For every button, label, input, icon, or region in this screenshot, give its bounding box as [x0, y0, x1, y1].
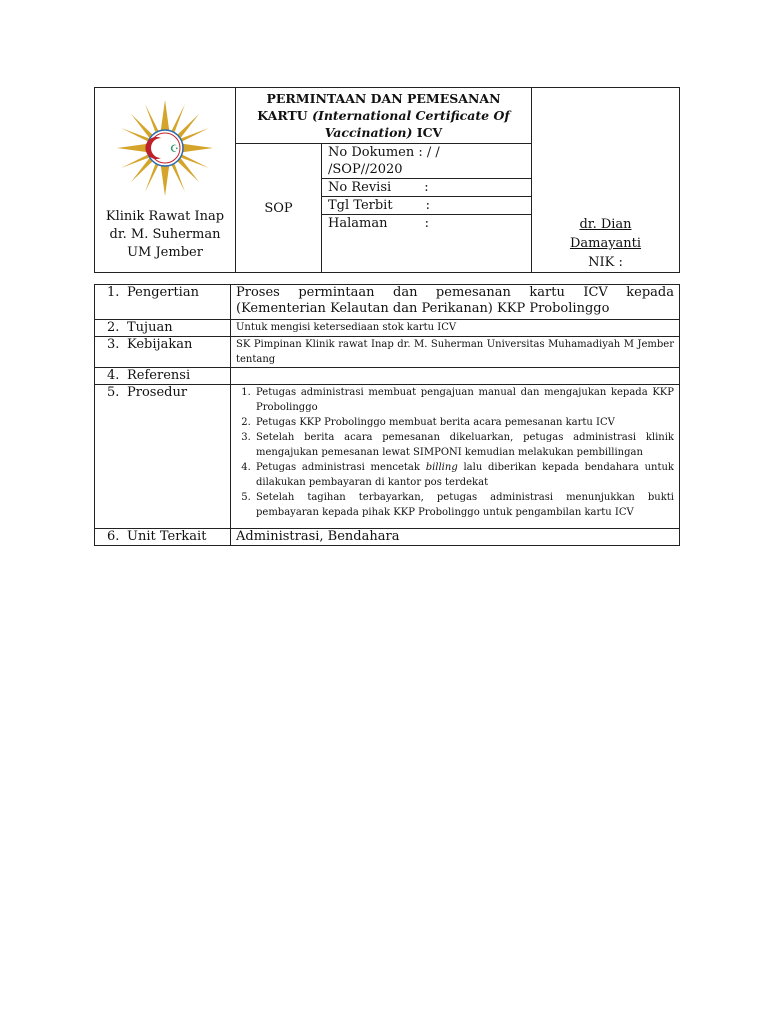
section-label-kebijakan: Kebijakan — [127, 337, 193, 352]
no-revisi: No Revisi : — [322, 179, 532, 197]
no-dokumen: No Dokumen : / / /SOP//2020 — [322, 144, 532, 179]
section-label-prosedur: Prosedur — [127, 385, 188, 400]
sop-content-table — [94, 284, 680, 546]
sop-label: SOP — [236, 144, 322, 273]
prosedur-step-5: 5. Setelah tagihan terbayarkan, petugas administrasi menunjukkan bukti pembayaran kepada pihak KKP Probolinggo untuk pengambilan kartu ICV — [254, 490, 674, 520]
prosedur-steps — [231, 385, 680, 529]
clinic-name-line3: UM Jember — [127, 245, 203, 260]
table-row: 6. Unit Terkait Administrasi, Bendahara — [95, 529, 680, 546]
section-label-unit-terkait: Unit Terkait — [127, 529, 207, 544]
prosedur-step-3: 3. Setelah berita acara pemesanan dikeluarkan, petugas administrasi klinik mengajukan pemesanan lewat SIMPONI kemudian melakukan pembillingan — [254, 430, 674, 460]
prosedur-step-4: 4. Petugas administrasi mencetak billing lalu diberikan kepada bendahara untuk dilakukan pembayaran di kantor pos terdekat — [254, 460, 674, 490]
referensi-text — [231, 368, 680, 385]
table-row: 1. Pengertian Proses permintaan dan pemesanan kartu ICV kepada (Kementerian Kelautan dan Perikanan) KKP Probolinggo — [95, 285, 680, 320]
signer-name: dr. Dian Damayanti — [569, 217, 642, 251]
unit-terkait-text: Administrasi, Bendahara — [231, 529, 680, 546]
prosedur-step-2: 2. Petugas KKP Probolinggo membuat berita acara pemesanan kartu ICV — [254, 415, 674, 430]
signature-cell — [532, 88, 680, 273]
prosedur-step-1: 1. Petugas administrasi membuat pengajuan manual dan mengajukan kepada KKP Probolinggo — [254, 385, 674, 415]
section-label-pengertian: Pengertian — [127, 285, 199, 300]
clinic-name-line1: Klinik Rawat Inap — [105, 209, 225, 224]
section-label-referensi: Referensi — [127, 368, 191, 383]
table-row: 2. Tujuan Untuk mengisi ketersediaan stok kartu ICV — [95, 320, 680, 337]
tgl-terbit: Tgl Terbit : — [322, 197, 532, 215]
table-row: 3. Kebijakan SK Pimpinan Klinik rawat Inap dr. M. Suherman Universitas Muhamadiyah M Jember tentang — [95, 337, 680, 368]
halaman: Halaman : — [322, 215, 532, 273]
clinic-name-line2: dr. M. Suherman — [109, 227, 221, 242]
clinic-identity-cell — [95, 88, 236, 273]
kebijakan-text: SK Pimpinan Klinik rawat Inap dr. M. Suherman Universitas Muhamadiyah M Jember tentang — [231, 337, 680, 368]
section-label-tujuan: Tujuan — [127, 320, 173, 335]
sop-header-table — [94, 87, 680, 273]
document-title: PERMINTAAN DAN PEMESANAN KARTU (International Certificate Of Vaccination) ICV — [236, 88, 532, 144]
tujuan-text: Untuk mengisi ketersediaan stok kartu ICV — [231, 320, 680, 337]
pengertian-text: Proses permintaan dan pemesanan kartu ICV kepada (Kementerian Kelautan dan Perikanan) KKP Probolinggo — [231, 285, 680, 320]
clinic-logo-icon — [95, 88, 235, 208]
table-row: 5. Prosedur 1. Petugas administrasi membuat pengajuan manual dan mengajukan kepada KKP Probolinggo 2. Petugas KKP Probolinggo membuat berita acara pemesanan kartu ICV 3. Setelah berita acara pemesanan dikeluarkan, petugas administrasi klinik mengajukan pemesanan lewat SIMPONI kemudian melakukan pembillingan 4. Petugas administrasi mencetak billing lalu diberikan kepada bendahara untuk dilakukan pembayaran di kantor pos terdekat 5. Setelah tagihan terbayarkan, petugas administrasi menunjukkan bukti pembayaran kepada pihak KKP Probolinggo untuk pengambilan kartu ICV — [95, 385, 680, 529]
svg-text:☪: ☪ — [170, 144, 179, 155]
table-row: 4. Referensi — [95, 368, 680, 385]
signer-nik: NIK : — [588, 255, 623, 270]
